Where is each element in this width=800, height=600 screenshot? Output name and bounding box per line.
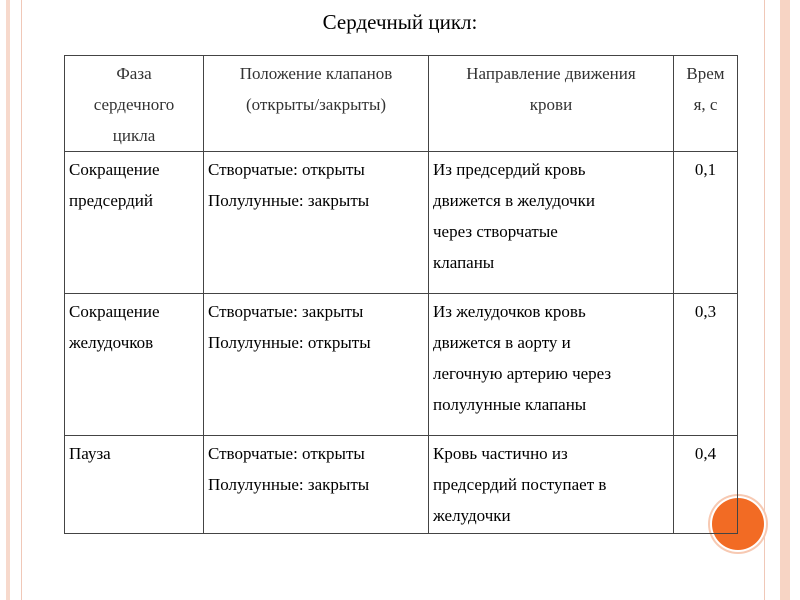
- time-cell: 0,1: [674, 152, 738, 294]
- direction-line: движется в аорту и: [433, 333, 571, 352]
- direction-line: Из желудочков кровь: [433, 302, 586, 321]
- header-direction-line: крови: [529, 95, 573, 114]
- cardiac-cycle-table: [64, 55, 738, 534]
- phase-cell: [65, 436, 204, 534]
- valve-line: Полулунные: закрыты: [208, 475, 370, 494]
- direction-cell: [429, 294, 674, 436]
- header-time-line: Врем: [686, 64, 725, 83]
- left-frame-stripe: [6, 0, 10, 600]
- direction-line: клапаны: [433, 253, 495, 272]
- header-valves-line: (открыты/закрыты): [245, 95, 387, 114]
- direction-cell: [429, 436, 674, 534]
- page-title: Сердечный цикл:: [322, 10, 478, 34]
- direction-line: Кровь частично из: [433, 444, 568, 463]
- left-frame-border: [0, 0, 22, 600]
- header-valves: [204, 56, 429, 152]
- phase-line: Сокращение: [69, 302, 160, 321]
- header-direction-line: Направление движения: [466, 64, 636, 83]
- direction-line: движется в желудочки: [433, 191, 595, 210]
- header-time-line: я, с: [693, 95, 718, 114]
- valves-cell: [204, 152, 429, 294]
- direction-line: легочную артерию через: [433, 364, 612, 383]
- table-row: [65, 294, 738, 436]
- header-valves-line: Положение клапанов: [239, 64, 393, 83]
- table-row: [65, 152, 738, 294]
- direction-line: предсердий поступает в: [433, 475, 607, 494]
- phase-cell: [65, 294, 204, 436]
- direction-line: полулунные клапаны: [433, 395, 587, 414]
- header-direction: [429, 56, 674, 152]
- direction-cell: [429, 152, 674, 294]
- phase-line: желудочков: [69, 333, 154, 352]
- direction-line: через створчатые: [433, 222, 558, 241]
- right-frame-stripe: [780, 0, 790, 600]
- header-phase-line: сердечного: [93, 95, 175, 114]
- valves-cell: [204, 436, 429, 534]
- time-cell: 0,3: [674, 294, 738, 436]
- header-time: [674, 56, 738, 152]
- header-phase-line: Фаза: [116, 64, 152, 83]
- header-phase-line: цикла: [112, 126, 156, 145]
- valve-line: Створчатые: открыты: [208, 444, 365, 463]
- valves-cell: [204, 294, 429, 436]
- valve-line: Полулунные: закрыты: [208, 191, 370, 210]
- valve-line: Створчатые: открыты: [208, 160, 365, 179]
- time-cell: 0,4: [674, 436, 738, 534]
- phase-cell: [65, 152, 204, 294]
- phase-line: Пауза: [69, 444, 111, 463]
- header-phase: [65, 56, 204, 152]
- valve-line: Полулунные: открыты: [208, 333, 371, 352]
- phase-line: Сокращение: [69, 160, 160, 179]
- direction-line: Из предсердий кровь: [433, 160, 586, 179]
- table-row: [65, 436, 738, 534]
- phase-line: предсердий: [69, 191, 153, 210]
- right-frame-border: [764, 0, 800, 600]
- valve-line: Створчатые: закрыты: [208, 302, 364, 321]
- direction-line: желудочки: [433, 506, 511, 525]
- header-row: [65, 56, 738, 152]
